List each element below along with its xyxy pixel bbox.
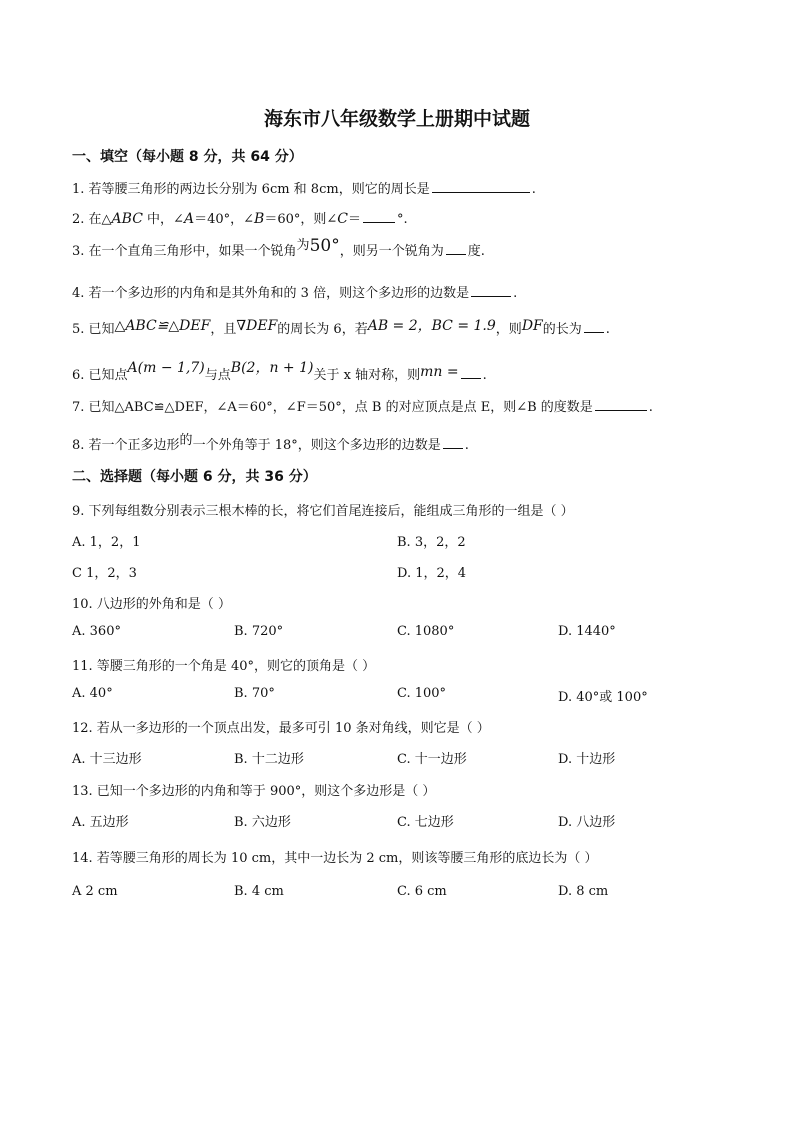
q9-option-d[interactable]: D. 1，2，4: [397, 566, 467, 581]
q8-answer-blank[interactable]: [443, 435, 463, 449]
q14-option-c[interactable]: C. 6 cm: [397, 884, 447, 899]
q5-math-congruent: △ABC≌△DEF: [114, 318, 211, 334]
question-12: 12. 若从一多边形的一个顶点出发，最多可引 10 条对角线，则它是（ ）: [72, 721, 490, 736]
q11-option-d[interactable]: D. 40°或 100°: [558, 690, 648, 705]
q12-option-a[interactable]: A. 十三边形: [72, 752, 142, 767]
question-6: [72, 360, 487, 384]
question-8: [72, 434, 469, 453]
question-4: [72, 282, 517, 301]
q4-text: 4. 若一个多边形的内角和是其外角和的 3 倍，则这个多边形的边数是: [72, 286, 470, 301]
q5-end: .: [605, 322, 610, 337]
q11-option-b[interactable]: B. 70°: [234, 686, 275, 701]
q5-math-lengths: AB = 2，BC = 1.9: [367, 318, 496, 334]
q2-text-e: ＝: [347, 212, 361, 227]
q13-option-d[interactable]: D. 八边形: [558, 815, 616, 830]
q3-math-50deg: 50°: [309, 236, 340, 256]
q1-answer-blank[interactable]: [432, 179, 530, 193]
q14-option-d[interactable]: D. 8 cm: [558, 884, 609, 899]
q6-text-a: 6. 已知点: [72, 368, 128, 383]
q14-option-a[interactable]: A 2 cm: [72, 884, 118, 899]
q6-end: .: [482, 368, 487, 383]
q8-text-a: 8. 若一个正多边形: [72, 438, 180, 453]
q12-option-d[interactable]: D. 十边形: [558, 752, 616, 767]
q5-text-c: 的周长为 6，若: [277, 322, 368, 337]
question-10: 10. 八边形的外角和是（ ）: [72, 597, 231, 612]
q11-option-a[interactable]: A. 40°: [72, 686, 113, 701]
question-11: 11. 等腰三角形的一个角是 40°，则它的顶角是（ ）: [72, 659, 376, 674]
question-9: 9. 下列每组数分别表示三根木棒的长，将它们首尾连接后，能组成三角形的一组是（ ）: [72, 504, 574, 519]
q8-end: .: [464, 438, 469, 453]
q13-option-a[interactable]: A. 五边形: [72, 815, 129, 830]
q3-text-b: ，则另一个锐角为: [339, 244, 444, 259]
q2-text-c: ＝40°，∠: [194, 212, 255, 227]
q13-option-c[interactable]: C. 七边形: [397, 815, 454, 830]
q8-text-de: 的: [179, 433, 193, 448]
q5-text-a: 5. 已知: [72, 322, 115, 337]
q10-option-d[interactable]: D. 1440°: [558, 624, 616, 639]
q2-triangle-abc: ABC: [111, 211, 143, 227]
q2-text-d: ＝60°，则∠: [264, 212, 338, 227]
q1-end: .: [531, 182, 536, 197]
question-14: 14. 若等腰三角形的周长为 10 cm，其中一边长为 2 cm，则该等腰三角形的底边长为（ ）: [72, 851, 598, 866]
q14-option-b[interactable]: B. 4 cm: [234, 884, 284, 899]
page-title: 海东市八年级数学上册期中试题: [263, 108, 530, 130]
q6-math-mn: mn =: [420, 364, 459, 380]
q12-option-b[interactable]: B. 十二边形: [234, 752, 304, 767]
q2-angle-a: A: [183, 211, 195, 227]
q2-angle-c: C: [337, 211, 348, 227]
q3-text-wei: 为: [296, 238, 310, 253]
q10-option-b[interactable]: B. 720°: [234, 624, 284, 639]
q4-answer-blank[interactable]: [471, 283, 511, 297]
section1-heading: 一、填空（每小题 8 分，共 64 分）: [72, 149, 303, 165]
q5-math-def: ∇DEF: [236, 318, 278, 334]
q10-option-a[interactable]: A. 360°: [72, 624, 121, 639]
q3-text-a: 3. 在一个直角三角形中，如果一个锐角: [72, 244, 297, 259]
q6-answer-blank[interactable]: [461, 365, 481, 379]
q6-math-point-b: B(2，n + 1): [230, 360, 314, 376]
question-1: [72, 178, 536, 197]
q2-angle-b: B: [254, 211, 265, 227]
q12-option-c[interactable]: C. 十一边形: [397, 752, 467, 767]
q9-option-b[interactable]: B. 3，2，2: [397, 535, 466, 550]
q6-text-b: 与点: [204, 368, 231, 383]
q5-answer-blank[interactable]: [584, 319, 604, 333]
q2-text-a: 2. 在△: [72, 212, 112, 227]
q5-text-d: ，则: [495, 322, 522, 337]
question-2: [72, 208, 408, 227]
q10-option-c[interactable]: C. 1080°: [397, 624, 455, 639]
question-5: [72, 318, 610, 338]
question-7: [72, 396, 653, 415]
q4-end: .: [513, 286, 518, 301]
q3-answer-blank[interactable]: [446, 241, 466, 255]
q1-text: 1. 若等腰三角形的两边长分别为 6cm 和 8cm，则它的周长是: [72, 182, 430, 197]
q2-text-b: 中，∠: [142, 212, 184, 227]
q7-text: 7. 已知△ABC≌△DEF，∠A＝60°，∠F＝50°，点 B 的对应顶点是点 E，则∠B 的度数是: [72, 400, 593, 415]
question-13: 13. 已知一个多边形的内角和等于 900°，则这个多边形是（ ）: [72, 784, 436, 799]
q5-text-e: 的长为: [542, 322, 582, 337]
q6-text-c: 关于 x 轴对称，则: [313, 368, 421, 383]
q5-text-b: ，且: [210, 322, 237, 337]
q6-math-point-a: A(m − 1,7): [127, 360, 205, 376]
q9-option-c[interactable]: C 1，2，3: [72, 566, 137, 581]
section2-heading: 二、选择题（每小题 6 分，共 36 分）: [72, 469, 317, 485]
q13-option-b[interactable]: B. 六边形: [234, 815, 291, 830]
q7-answer-blank[interactable]: [595, 397, 647, 411]
q5-math-df: DF: [521, 318, 543, 334]
q8-text-b: 一个外角等于 18°，则这个多边形的边数是: [192, 438, 441, 453]
question-3: [72, 236, 485, 260]
q2-answer-blank[interactable]: [363, 209, 395, 223]
q11-option-c[interactable]: C. 100°: [397, 686, 447, 701]
q3-end: 度.: [467, 244, 485, 259]
q2-end: °.: [396, 212, 408, 227]
q9-option-a[interactable]: A. 1，2，1: [72, 535, 141, 550]
q7-end: .: [648, 400, 653, 415]
